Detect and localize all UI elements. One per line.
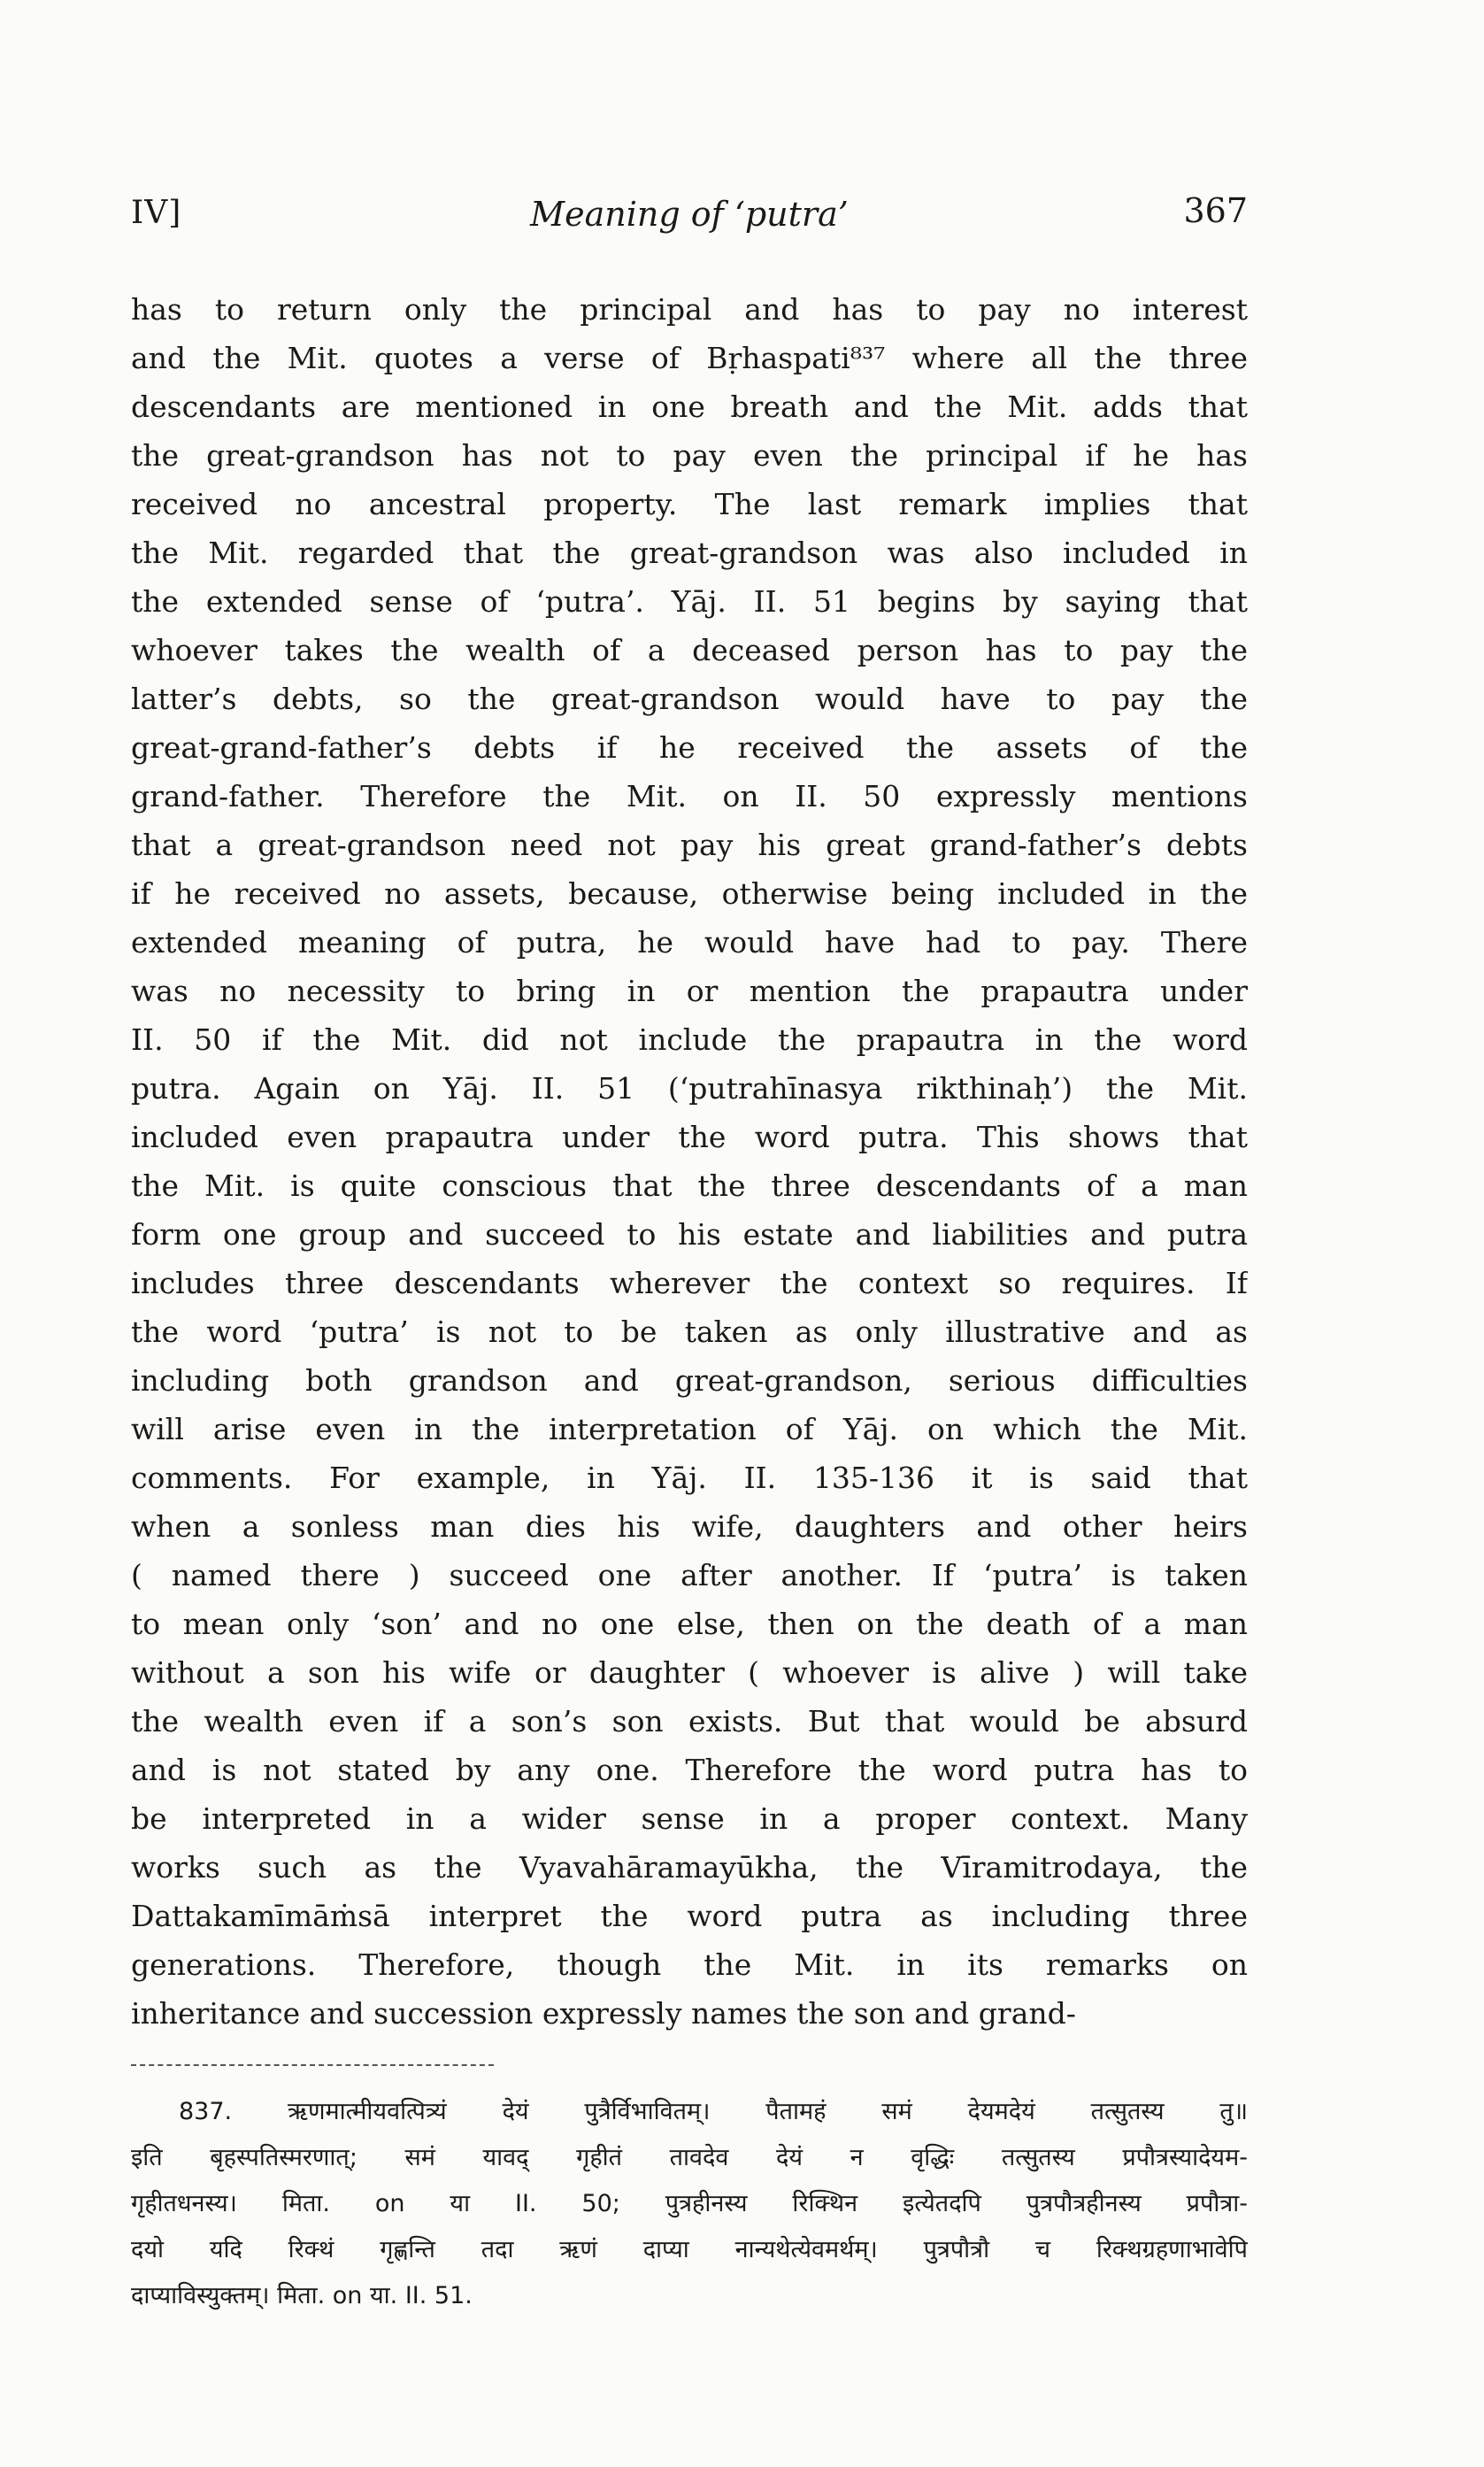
text-line: including both grandson and great-grandson, serious difficulties [131, 1363, 1248, 1398]
text-line: the word ‘putra’ is not to be taken as only illustrative and as [131, 1314, 1248, 1349]
text-line: II. 50 if the Mit. did not include the prapautra in the word [131, 1022, 1248, 1057]
text-line: Dattakamīmāṁsā interpret the word putra as including three [131, 1899, 1248, 1933]
text-line: if he received no assets, because, otherwise being included in the [131, 876, 1248, 911]
text-line: received no ancestral property. The last remark implies that [131, 487, 1248, 521]
text-line: latter’s debts, so the great-grandson would have to pay the [131, 682, 1248, 716]
text-line: comments. For example, in Yāj. II. 135-136 it is said that [131, 1461, 1248, 1495]
text-line: whoever takes the wealth of a deceased person has to pay the [131, 633, 1248, 667]
text-line: grand-father. Therefore the Mit. on II. 50 expressly mentions [131, 779, 1248, 813]
text-line: the Mit. is quite conscious that the three descendants of a man [131, 1168, 1248, 1203]
text-line: without a son his wife or daughter ( whoever is alive ) will take [131, 1655, 1248, 1690]
body-text [131, 285, 1248, 2038]
text-line: will arise even in the interpretation of Yāj. on which the Mit. [131, 1412, 1248, 1446]
text-line: form one group and succeed to his estate and liabilities and putra [131, 1217, 1248, 1252]
text-line: the great-grandson has not to pay even the principal if he has [131, 438, 1248, 473]
running-title: Meaning of ‘putra’ [530, 195, 849, 234]
footnote-divider [131, 2059, 494, 2066]
text-line: has to return only the principal and has to pay no interest [131, 292, 1248, 327]
footnote-line: इति बृहस्पतिस्मरणात्; समं यावद् गृहीतं तावदेव देयं न वृद्धिः तत्सुतस्य प्रपौत्रस्यादेयम- [131, 2144, 1248, 2171]
footnote-line: दाप्याविस्युक्तम्। मिता. on या. II. 51. [131, 2282, 473, 2309]
footnote-block [131, 2089, 1248, 2319]
text-line: and the Mit. quotes a verse of Bṛhaspati⁸³⁷ where all the three [131, 341, 1248, 375]
text-line: that a great-grandson need not pay his great grand-father’s debts [131, 828, 1248, 862]
text-line: to mean only ‘son’ and no one else, then on the death of a man [131, 1607, 1248, 1641]
text-line: was no necessity to bring in or mention the prapautra under [131, 974, 1248, 1008]
document-page [131, 191, 1248, 2319]
footnote-line: 837. ऋणमात्मीयवत्पित्र्यं देयं पुत्रैर्विभावितम्। पैतामहं समं देयमदेयं तत्सुतस्य तु॥ [179, 2098, 1248, 2125]
text-line: generations. Therefore, though the Mit. in its remarks on [131, 1947, 1248, 1982]
text-line: descendants are mentioned in one breath and the Mit. adds that [131, 389, 1248, 424]
footnote-line: दयो यदि रिक्थं गृह्णन्ति तदा ऋणं दाप्या नान्यथेत्येवमर्थम्। पुत्रपौत्रौ च रिक्थग्रहणाभावेपि [131, 2236, 1248, 2263]
text-line: the Mit. regarded that the great-grandson was also included in [131, 536, 1248, 570]
text-line: included even prapautra under the word putra. This shows that [131, 1120, 1248, 1154]
page-number: 367 [1183, 191, 1248, 230]
footnote-line: गृहीतधनस्य। मिता. on या II. 50; पुत्रहीनस्य रिक्थिन इत्येतदपि पुत्रपौत्रहीनस्य प्रपौत्रा- [131, 2190, 1248, 2217]
text-line: and is not stated by any one. Therefore the word putra has to [131, 1753, 1248, 1787]
text-line: great-grand-father’s debts if he received the assets of the [131, 730, 1248, 765]
text-line: the extended sense of ‘putra’. Yāj. II. 51 begins by saying that [131, 584, 1248, 619]
text-line: ( named there ) succeed one after another. If ‘putra’ is taken [131, 1558, 1248, 1592]
text-line: the wealth even if a son’s son exists. But that would be absurd [131, 1704, 1248, 1738]
text-line: putra. Again on Yāj. II. 51 (‘putrahīnasya rikthinaḥ’) the Mit. [131, 1071, 1248, 1106]
text-line: extended meaning of putra, he would have had to pay. There [131, 925, 1248, 960]
running-header [131, 191, 1248, 248]
chapter-marker: IV] [131, 195, 182, 231]
text-line: works such as the Vyavahāramayūkha, the Vīramitrodaya, the [131, 1850, 1248, 1885]
text-line: inheritance and succession expressly names the son and grand- [131, 1996, 1076, 2031]
text-line: when a sonless man dies his wife, daughters and other heirs [131, 1509, 1248, 1544]
text-line: includes three descendants wherever the context so requires. If [131, 1266, 1248, 1300]
text-line: be interpreted in a wider sense in a proper context. Many [131, 1801, 1248, 1836]
